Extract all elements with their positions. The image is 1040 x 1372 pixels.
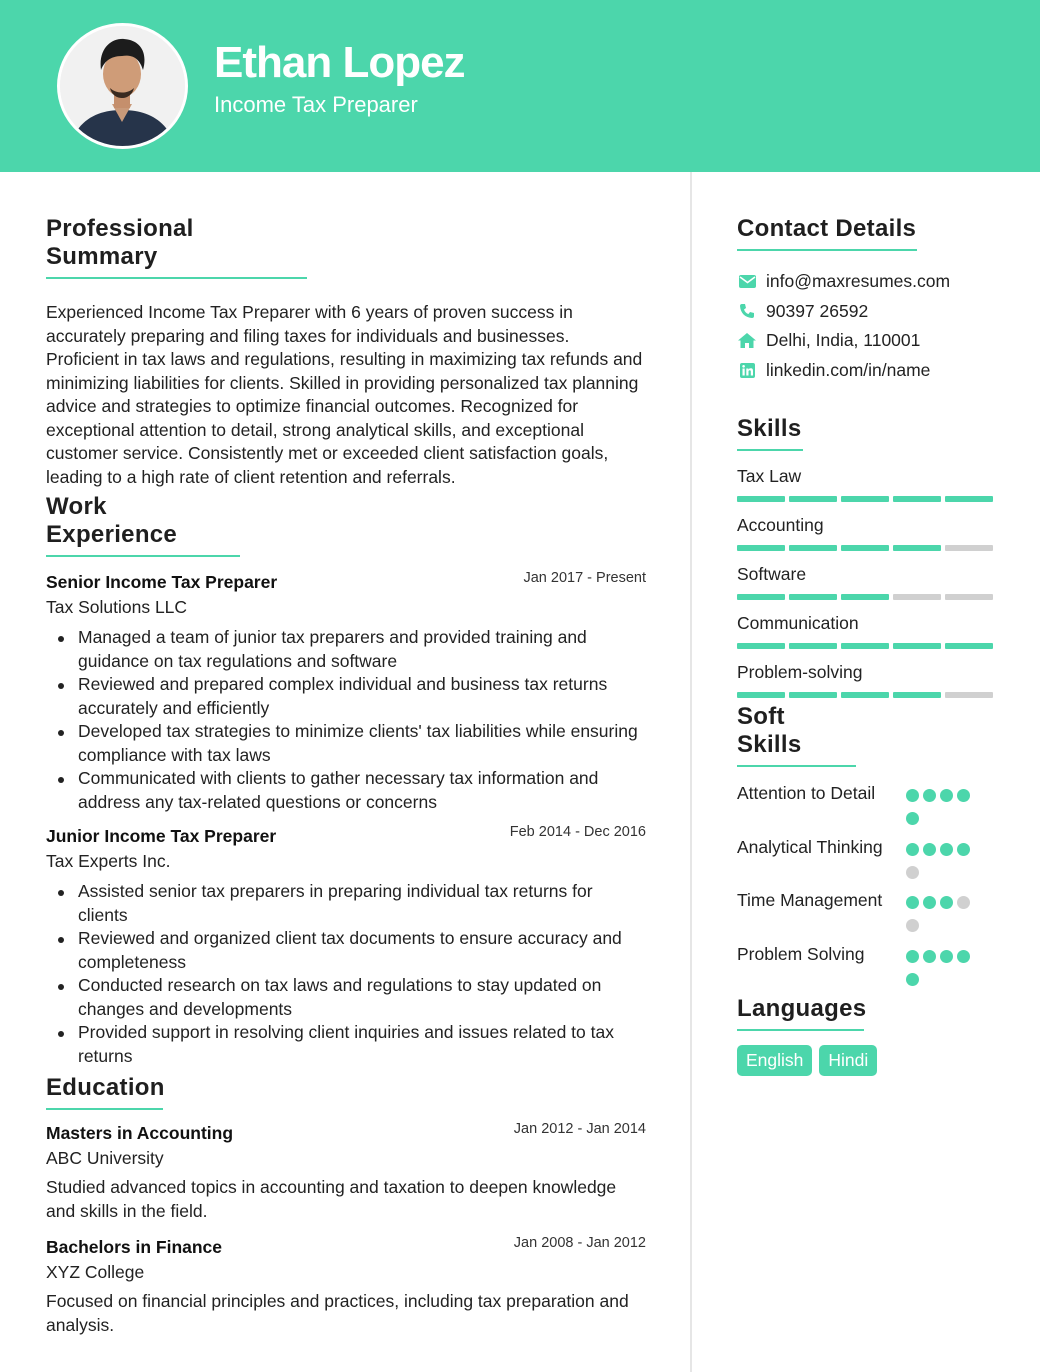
summary-text: Experienced Income Tax Preparer with 6 years of proven success in accurately preparing and filing taxes for individuals and businesses. Proficient in tax laws and regulations, resulting in maximizing tax refunds and minimizing liabilities for clients. Skilled in providing personalized tax planning advice and strategies to optimize financial outcomes. Recognized for exceptional attention to detail, strong analytical skills, and exceptional customer service. Consistently met or exceeded client satisfaction goals, leading to a high rate of client retention and referrals. — [46, 302, 643, 487]
job-date: Jan 2017 - Present — [523, 570, 646, 586]
company-name: Tax Solutions LLC — [46, 597, 188, 617]
candidate-role: Income Tax Preparer — [214, 92, 418, 117]
soft-skill-item — [737, 943, 997, 997]
home-icon — [737, 331, 757, 351]
contact-linkedin[interactable] — [737, 356, 997, 386]
rating-dot — [923, 896, 936, 909]
skill-level-segment — [893, 594, 941, 600]
soft-skill-item — [737, 782, 997, 836]
contact-phone[interactable] — [737, 297, 997, 327]
rating-dot — [923, 950, 936, 963]
skill-level-segment — [841, 692, 889, 698]
skill-level-bar — [737, 692, 993, 698]
phone-text: 90397 26592 — [766, 300, 869, 321]
rating-dot — [906, 896, 919, 909]
experience-heading: Work Experience — [46, 493, 240, 557]
candidate-name: Ethan Lopez — [214, 38, 465, 87]
contact-heading: Contact Details — [737, 215, 917, 251]
rating-dot — [940, 789, 953, 802]
sidebar-column — [737, 215, 997, 1076]
skill-label: Software — [737, 564, 807, 584]
skill-level-segment — [945, 643, 993, 649]
languages-section — [737, 995, 997, 1076]
education-date: Jan 2008 - Jan 2012 — [513, 1235, 646, 1251]
job-title: Senior Income Tax Preparer — [46, 572, 278, 592]
soft-skills-section — [737, 703, 997, 997]
skill-level-bar — [737, 643, 993, 649]
rating-dot — [906, 950, 919, 963]
skills-list — [737, 466, 997, 698]
summary-section — [46, 215, 646, 489]
education-description: Focused on financial principles and practices, including tax preparation and analysis. — [46, 1291, 629, 1335]
company-name: Tax Experts Inc. — [46, 851, 171, 871]
soft-skills-heading: Soft Skills — [737, 703, 856, 767]
contact-location — [737, 326, 997, 356]
skill-label: Tax Law — [737, 466, 802, 486]
rating-dot — [906, 973, 919, 986]
skill-item — [737, 662, 997, 698]
skill-label: Accounting — [737, 515, 824, 535]
list-item: Managed a team of junior tax preparers and provided training and guidance on tax regulations and software — [46, 626, 646, 673]
skill-item — [737, 515, 997, 551]
skill-level-segment — [737, 594, 785, 600]
education-description: Studied advanced topics in accounting and taxation to deepen knowledge and skills in the field. — [46, 1177, 617, 1221]
skill-level-segment — [893, 496, 941, 502]
contact-email[interactable] — [737, 267, 997, 297]
skill-level-segment — [737, 692, 785, 698]
list-item: Conducted research on tax laws and regulations to stay updated on changes and developments — [46, 974, 646, 1021]
main-column — [46, 215, 646, 1337]
linkedin-text: linkedin.com/in/name — [766, 359, 931, 380]
location-text: Delhi, India, 110001 — [766, 330, 921, 351]
skill-level-segment — [893, 545, 941, 551]
soft-skill-rating — [906, 950, 978, 986]
list-item: Reviewed and organized client tax documents to ensure accuracy and completeness — [46, 927, 646, 974]
skill-level-segment — [841, 643, 889, 649]
skill-level-segment — [893, 692, 941, 698]
skill-label: Communication — [737, 613, 859, 633]
job-date: Feb 2014 - Dec 2016 — [509, 824, 646, 840]
skill-level-bar — [737, 545, 993, 551]
degree-title: Bachelors in Finance — [46, 1237, 223, 1257]
experience-section — [46, 493, 646, 1068]
skill-item — [737, 564, 997, 600]
education-entry — [46, 1123, 646, 1223]
column-divider — [690, 172, 692, 1372]
soft-skill-label: Attention to Detail — [737, 783, 876, 803]
skill-level-bar — [737, 594, 993, 600]
linkedin-icon — [737, 360, 757, 380]
languages-heading: Languages — [737, 995, 864, 1031]
skills-heading: Skills — [737, 415, 803, 451]
soft-skill-item — [737, 836, 997, 890]
rating-dot — [940, 843, 953, 856]
language-tag: Hindi — [819, 1045, 877, 1076]
email-text: info@maxresumes.com — [766, 271, 951, 292]
soft-skill-label: Time Management — [737, 890, 883, 911]
skill-level-segment — [737, 496, 785, 502]
job-bullets — [46, 626, 646, 814]
avatar — [57, 23, 188, 149]
skill-item — [737, 613, 997, 649]
soft-skill-rating — [906, 896, 978, 932]
skill-level-segment — [789, 545, 837, 551]
skill-item — [737, 466, 997, 502]
skills-section — [737, 415, 997, 698]
soft-skills-list — [737, 782, 997, 997]
degree-title: Masters in Accounting — [46, 1123, 234, 1143]
school-name: XYZ College — [46, 1262, 145, 1282]
rating-dot — [957, 789, 970, 802]
list-item: Communicated with clients to gather necessary tax information and address any tax-related questions or concerns — [46, 767, 646, 814]
rating-dot — [940, 950, 953, 963]
skill-level-segment — [737, 545, 785, 551]
rating-dot — [906, 789, 919, 802]
job-title: Junior Income Tax Preparer — [46, 826, 277, 846]
rating-dot — [923, 843, 936, 856]
profile-photo — [60, 26, 185, 146]
skill-level-segment — [789, 496, 837, 502]
education-section — [46, 1074, 646, 1337]
list-item: Developed tax strategies to minimize clients' tax liabilities while ensuring compliance with tax laws — [46, 720, 646, 767]
skill-level-segment — [841, 496, 889, 502]
rating-dot — [923, 789, 936, 802]
skill-level-segment — [945, 692, 993, 698]
soft-skill-label: Problem Solving — [737, 944, 865, 965]
skill-level-segment — [841, 594, 889, 600]
soft-skill-rating — [906, 789, 978, 825]
skill-level-segment — [789, 643, 837, 649]
job-bullets — [46, 880, 646, 1068]
list-item: Provided support in resolving client inquiries and issues related to tax returns — [46, 1021, 646, 1068]
job-entry — [46, 572, 646, 814]
rating-dot — [957, 950, 970, 963]
soft-skill-item — [737, 889, 997, 943]
rating-dot — [906, 919, 919, 932]
skill-level-segment — [789, 594, 837, 600]
skill-label: Problem-solving — [737, 662, 863, 682]
contact-section — [737, 215, 997, 385]
rating-dot — [957, 843, 970, 856]
skill-level-segment — [893, 643, 941, 649]
language-tag: English — [737, 1045, 812, 1076]
skill-level-segment — [945, 594, 993, 600]
education-heading: Education — [46, 1074, 163, 1110]
skill-level-segment — [737, 643, 785, 649]
skill-level-bar — [737, 496, 993, 502]
skill-level-segment — [841, 545, 889, 551]
list-item: Reviewed and prepared complex individual and business tax returns accurately and efficiently — [46, 673, 646, 720]
school-name: ABC University — [46, 1148, 164, 1168]
envelope-icon — [737, 272, 757, 292]
soft-skill-label: Analytical Thinking — [737, 836, 883, 857]
rating-dot — [906, 812, 919, 825]
education-date: Jan 2012 - Jan 2014 — [513, 1121, 646, 1137]
skill-level-segment — [945, 545, 993, 551]
header-banner — [0, 0, 1040, 172]
phone-icon — [737, 301, 757, 321]
rating-dot — [906, 866, 919, 879]
skill-level-segment — [945, 496, 993, 502]
summary-heading: Professional Summary — [46, 215, 307, 279]
soft-skill-rating — [906, 843, 978, 879]
skill-level-segment — [789, 692, 837, 698]
rating-dot — [957, 896, 970, 909]
education-entry — [46, 1237, 646, 1337]
list-item: Assisted senior tax preparers in preparing individual tax returns for clients — [46, 880, 646, 927]
languages-list — [737, 1045, 997, 1076]
job-entry — [46, 826, 646, 1068]
rating-dot — [906, 843, 919, 856]
rating-dot — [940, 896, 953, 909]
